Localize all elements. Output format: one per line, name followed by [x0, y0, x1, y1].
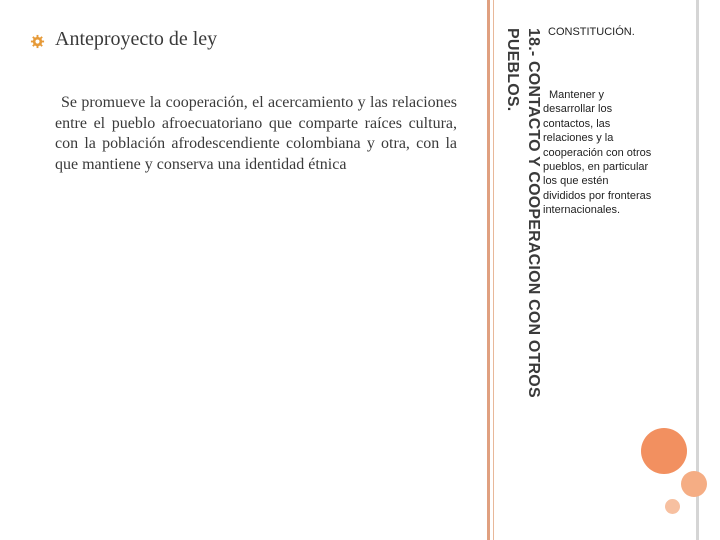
vertical-divider	[487, 0, 490, 540]
vertical-section-title: 18.- CONTACTO Y COOPERACION CON OTROS PUEBLOS.	[504, 28, 542, 398]
side-description: Mantener y desarrollar los contactos, las relaciones y la cooperación con otros pueblos, en particular los que estén divididos por fronteras internacionales.	[543, 89, 652, 217]
gear-bullet-icon	[30, 34, 45, 49]
slide-heading: Anteproyecto de ley	[55, 28, 218, 50]
decorative-circle-medium	[681, 471, 707, 497]
right-edge-line	[696, 0, 699, 540]
vertical-divider-thin	[493, 0, 494, 540]
decorative-circle-large	[641, 428, 687, 474]
constitution-label: CONSTITUCIÓN.	[548, 26, 635, 38]
decorative-circle-small	[665, 499, 680, 514]
body-paragraph: Se promueve la cooperación, el acercamiento y las relaciones entre el pueblo afroecuatoriano que comparte raíces cultura, con la población afrodescendiente colombiana y otra, con la que mantiene y conserva una identidad étnica	[55, 94, 457, 173]
